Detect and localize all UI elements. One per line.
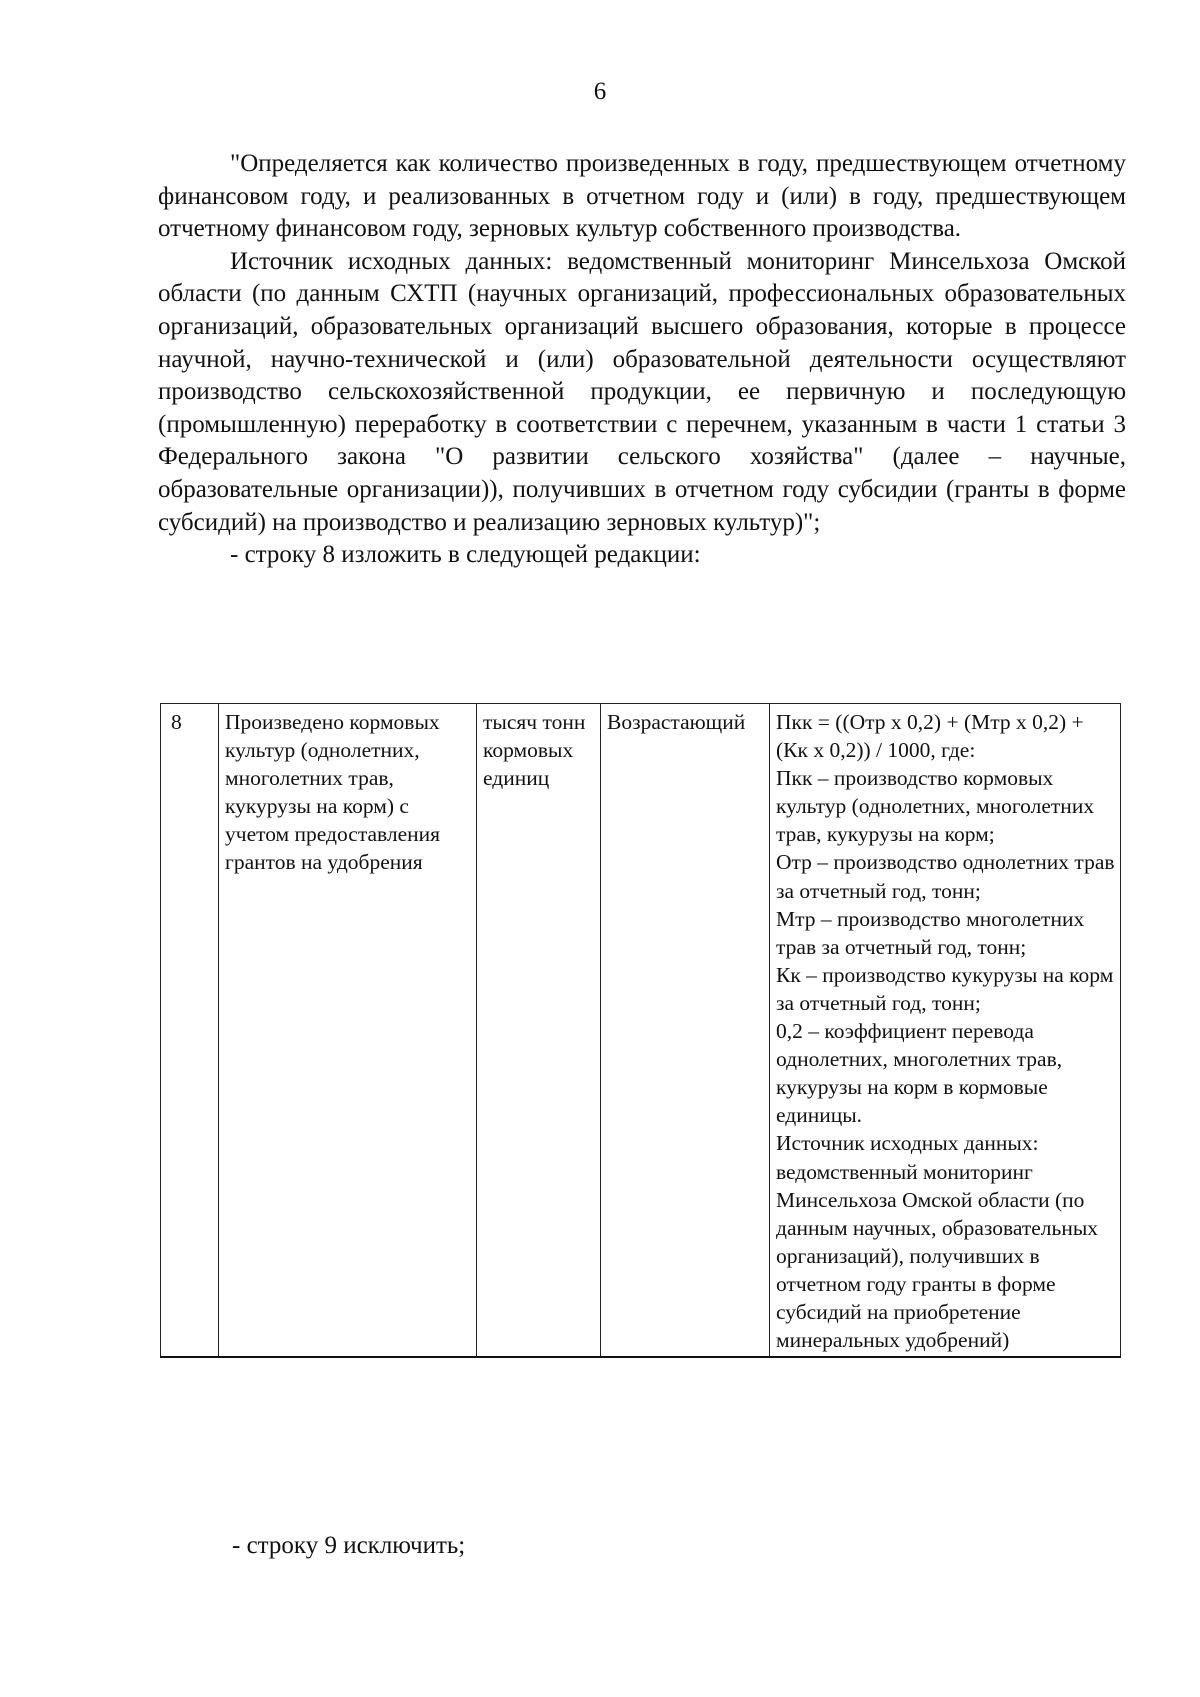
cell-calculation-method	[770, 704, 1121, 1358]
formula-line: Пкк = ((Отр х 0,2) + (Мтр х 0,2) + (Кк х 0,2)) / 1000, где:	[776, 710, 1084, 763]
indicator-table	[160, 703, 1121, 1358]
paragraph-source: Источник исходных данных: ведомственный мониторинг Минсельхоза Омской области (по данным СХТП (научных организаций, профессиональных образовательных организаций, образовательных организаций высшего образования, которые в процессе научной, научно-технической и (или) образовательной деятельности осуществляют производство сельскохозяйственной продукции, ее первичную и последующую (промышленную) переработку в соответствии с перечнем, указанным в части 1 статьи 3 Федерального закона "О развитии сельского хозяйства" (далее – научные, образовательные организации)), получивших в отчетном году субсидии (гранты в форме субсидий) на производство и реализацию зерновых культур)";	[158, 247, 1126, 536]
page-number: 6	[593, 78, 607, 105]
cell-unit: тысяч тонн кормовых единиц	[477, 704, 601, 1358]
directive-row-9: - строку 9 исключить;	[232, 1532, 466, 1559]
formula-line: Пкк – производство кормовых культур (однолетних, многолетних трав, кукурузы на корм;	[776, 766, 1095, 847]
formula-line: Кк – производство кукурузы на корм за отчетный год, тонн;	[776, 962, 1114, 1015]
cell-indicator-name: Произведено кормовых культур (однолетних, многолетних трав, кукурузы на корм) с учетом предоставления грантов на удобрения	[219, 704, 477, 1358]
formula-line: 0,2 – коэффициент перевода однолетних, многолетних трав, кукурузы на корм в кормовые единицы.	[776, 1019, 1063, 1128]
table-row	[161, 704, 1121, 1358]
paragraph-definition: "Определяется как количество произведенных в году, предшествующем отчетному финансовом году, и реализованных в отчетном году и (или) в году, предшествующем отчетному финансовом году, зерновых культур собственного производства.	[158, 150, 1126, 243]
cell-row-number: 8	[161, 704, 219, 1358]
directive-row-8: - строку 8 изложить в следующей редакции:	[230, 541, 701, 569]
cell-trend: Возрастающий	[601, 704, 770, 1358]
formula-line: Мтр – производство многолетних трав за отчетный год, тонн;	[776, 906, 1085, 959]
formula-line: Источник исходных данных: ведомственный мониторинг Минсельхоза Омской области (по данным научных, образовательных организаций), получивших в отчетном году гранты в форме субсидий на приобретение минеральных удобрений)	[776, 1131, 1099, 1353]
formula-line: Отр – производство однолетних трав за отчетный год, тонн;	[776, 850, 1115, 903]
body-text	[158, 148, 1126, 572]
